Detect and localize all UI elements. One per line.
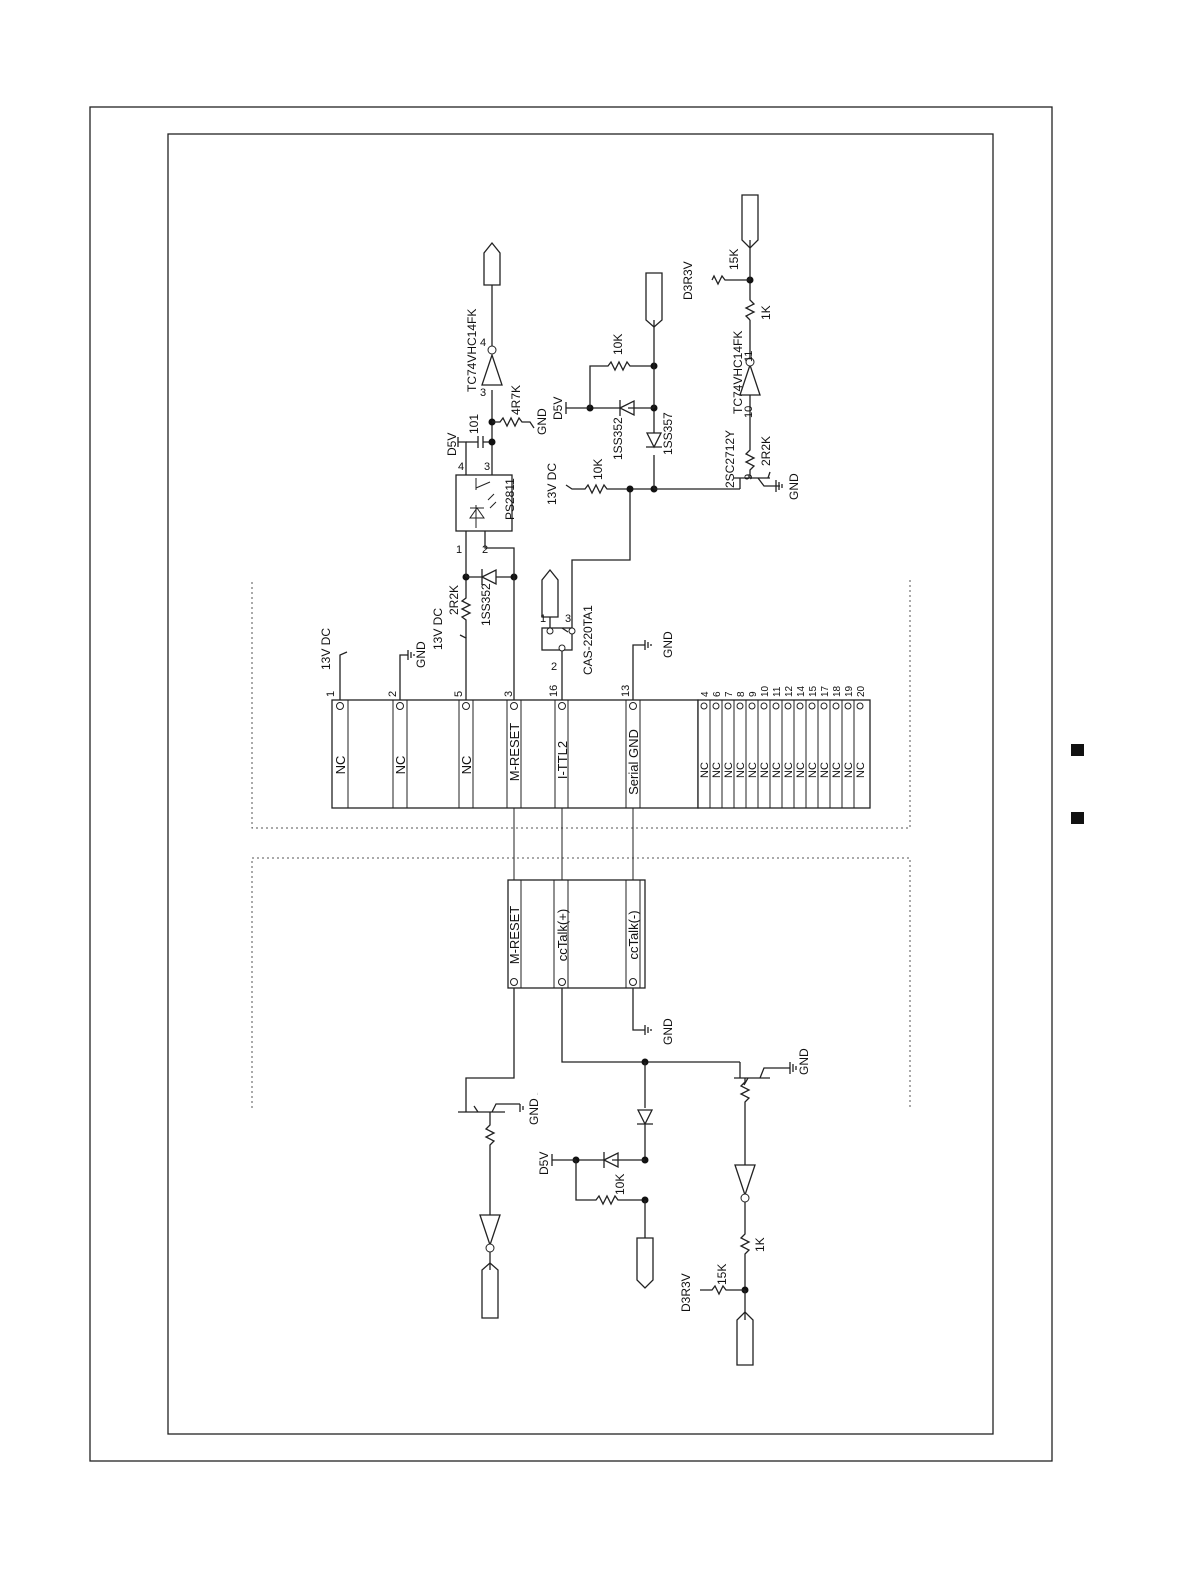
label-r-4r7k: 4R7K <box>509 384 523 415</box>
nc-pin-terminal <box>845 703 851 709</box>
label-d3r3v-bottom: D3R3V <box>679 1273 693 1312</box>
label-d3r3v-top: D3R3V <box>681 261 695 300</box>
nc-pin-terminal <box>809 703 815 709</box>
nc-pin-number: 14 <box>796 685 807 697</box>
label-r-1k-top: 1K <box>759 305 773 320</box>
label-r-1k-bottom: 1K <box>753 1237 767 1252</box>
ic-pin-4-top: 4 <box>480 337 487 349</box>
nc-pin-terminal <box>773 703 779 709</box>
nc-pin-terminal <box>737 703 743 709</box>
nc-pin-label: NC <box>735 762 747 778</box>
nc-pin-terminal <box>797 703 803 709</box>
nc-pin-block <box>698 700 870 808</box>
label-1ss352-mid: 1SS352 <box>611 417 625 460</box>
relay-pin-2: 2 <box>551 661 558 673</box>
nc-pin-label: NC <box>711 762 723 778</box>
relay-pin-1: 1 <box>540 613 547 625</box>
label-r-15k-bottom: 15K <box>715 1263 729 1285</box>
nc-pin-number: 18 <box>832 685 843 697</box>
pin-number-5: 5 <box>453 690 465 697</box>
nc-pin-label: NC <box>819 762 831 778</box>
nc-pin-label: NC <box>855 762 867 778</box>
label-d5v-bottom: D5V <box>537 1151 551 1175</box>
nc-pin-terminal <box>701 703 707 709</box>
label-cap-101: 101 <box>467 413 481 434</box>
nc-pin-number: 7 <box>724 691 735 697</box>
nc-pin-terminal <box>761 703 767 709</box>
nc-pin-label: NC <box>759 762 771 778</box>
connector-pin-m-reset: M-RESET <box>507 722 522 782</box>
nc-pin-number: 6 <box>712 691 723 697</box>
nc-pin-terminal <box>749 703 755 709</box>
pin-number-2: 2 <box>387 690 399 697</box>
label-gnd-trans-top: GND <box>787 473 801 500</box>
connector-pin-serial-gnd: Serial GND <box>626 729 641 795</box>
side-pin-m-reset: M-RESET <box>507 905 522 965</box>
label-13v-dc-top: 13V DC <box>319 627 333 670</box>
nc-pin-number: 17 <box>820 685 831 697</box>
nc-pin-label: NC <box>843 762 855 778</box>
label-gnd-pin2: GND <box>414 641 428 668</box>
pin-number-16: 16 <box>548 684 560 697</box>
nc-pin-label: NC <box>783 762 795 778</box>
label-d5v-opto: D5V <box>445 432 459 456</box>
label-ps2811: PS2811 <box>503 478 517 520</box>
pin-number-13: 13 <box>620 684 632 697</box>
label-gnd-bottom-cc: GND <box>661 1018 675 1045</box>
nc-pin-label: NC <box>795 762 807 778</box>
nc-pin-terminal <box>713 703 719 709</box>
label-r-2r2k-mid: 2R2K <box>759 435 773 466</box>
nc-pin-terminal <box>725 703 731 709</box>
side-pin-cctalk-plus: ccTalk(+) <box>555 908 570 962</box>
label-gnd-4r7k: GND <box>535 408 549 435</box>
nc-pin-label: NC <box>831 762 843 778</box>
label-2sc2712y: 2SC2712Y <box>723 429 737 488</box>
connector-pin-nc-5: NC <box>459 755 474 775</box>
label-r-10k-d5v: 10K <box>611 333 625 355</box>
pin-number-1: 1 <box>325 690 337 697</box>
nc-pin-label: NC <box>699 762 711 778</box>
nc-pin-number: 20 <box>856 685 867 697</box>
label-r-15k-top: 15K <box>727 248 741 270</box>
nc-pin-label: NC <box>771 762 783 778</box>
ic-pin-11-mid: 11 <box>743 350 755 362</box>
label-r-10k-bottom: 10K <box>613 1173 627 1195</box>
nc-pin-label: NC <box>747 762 759 778</box>
label-13v-dc-ttl: 13V DC <box>545 462 559 505</box>
nc-pin-terminal <box>833 703 839 709</box>
nc-pin-number: 15 <box>808 685 819 697</box>
label-gnd-bottom-trans: GND <box>797 1048 811 1075</box>
label-1ss357: 1SS357 <box>661 412 675 455</box>
nc-pin-label: NC <box>807 762 819 778</box>
side-connector <box>508 880 645 988</box>
connector-pin-i-ttl2: I-TTL2 <box>555 740 570 780</box>
nc-pin-terminal <box>785 703 791 709</box>
label-r-10k-ttl: 10K <box>591 458 605 480</box>
nc-pin-number: 12 <box>784 685 795 697</box>
pin-number-3: 3 <box>503 690 515 697</box>
ic-pin-10-mid: 10 <box>743 405 755 418</box>
side-pin-cctalk-minus: ccTalk(-) <box>626 910 641 960</box>
connector-pin-nc-2: NC <box>393 755 408 775</box>
label-tc74vhc14fk-mid: TC74VHC14FK <box>731 330 745 414</box>
label-r-2r2k-top: 2R2K <box>447 584 461 615</box>
label-d5v-mid: D5V <box>551 396 565 420</box>
nc-pin-number: 8 <box>736 691 747 697</box>
nc-pin-terminal <box>857 703 863 709</box>
opto-pin-4: 4 <box>458 461 465 473</box>
ic-pin-3-top: 3 <box>480 387 487 399</box>
nc-pin-number: 4 <box>700 691 711 697</box>
label-tc74vhc14fk-top: TC74VHC14FK <box>465 308 479 392</box>
label-1ss352-top: 1SS352 <box>479 583 493 626</box>
connector-pin-nc-1: NC <box>333 755 348 775</box>
opto-pin-2: 2 <box>482 544 489 556</box>
ic-pin-9-mid: 9 <box>743 473 755 480</box>
relay-pin-3: 3 <box>565 613 572 625</box>
label-gnd-bottom-m: GND <box>538 1092 539 1095</box>
label-13v-dc-pin5: 13V DC <box>431 607 445 650</box>
nc-pin-label: NC <box>723 762 735 778</box>
nc-pin-number: 19 <box>844 685 855 697</box>
nc-pin-number: 10 <box>760 685 771 697</box>
nc-pin-number: 11 <box>772 686 783 697</box>
opto-pin-3: 3 <box>484 461 491 473</box>
margin-marker-2 <box>1071 812 1084 824</box>
nc-pin-terminal <box>821 703 827 709</box>
label-gnd-serial: GND <box>661 631 675 658</box>
margin-marker-1 <box>1071 744 1084 756</box>
opto-pin-1: 1 <box>456 544 463 556</box>
label-gnd-bottom-left: GND <box>527 1098 541 1125</box>
nc-pin-number: 9 <box>748 691 759 697</box>
label-cas-220ta1: CAS-220TA1 <box>581 605 595 675</box>
